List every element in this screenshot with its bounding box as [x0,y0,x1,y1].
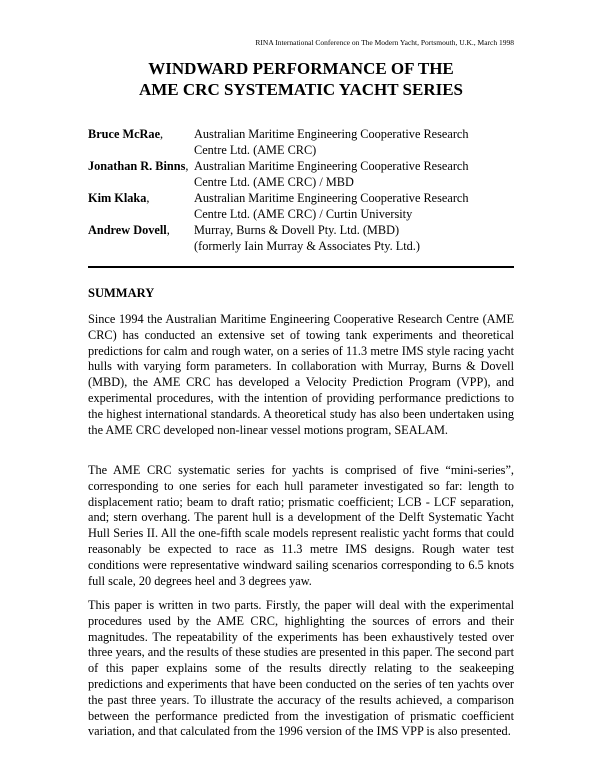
author-row [88,222,518,254]
summary-paragraph-2: The AME CRC systematic series for yachts is comprised of five “mini-series”, corresponding to one series for each hull parameter investigated so far: length to displacement ratio; beam to draft ratio; prismatic coefficient; LCB - LCF separation, and; stern overhang. The parent hull is a development of the Delft Systematic Yacht Hull Series II. All the one-fifth scale models represent realistic yacht forms that could reasonably be expected to race as 11.3 metre IMS designs. Rough water test conditions were representative windward sailing scenarios corresponding to 6.5 knots full scale, 20 degrees heel and 3 degrees yaw. [88,463,514,588]
summary-paragraph-3: This paper is written in two parts. Firstly, the paper will deal with the experimental procedures used by the AME CRC, highlighting the sources of errors and their magnitudes. The repeatability of the experiments has been exhaustively tested over three years, and the results of these studies are presented in this paper. The second part of this paper explains some of the results directly relating to the seakeeping predictions and experiments that have been conducted on the series of ten yachts over the past three years. To illustrate the accuracy of the results achieved, a comparison between the performance predicted from the investigation of prismatic coefficient variation, and that calculated from the 1996 version of the IMS VPP is also presented. [88,598,514,739]
affiliation-line: Australian Maritime Engineering Cooperative Research [194,191,469,205]
author-affiliation [194,158,518,190]
section-divider [88,266,514,268]
author-affiliation [194,190,518,222]
affiliation-line: Australian Maritime Engineering Cooperative Research [194,127,469,141]
author-row [88,126,518,158]
running-header: RINA International Conference on The Modern Yacht, Portsmouth, U.K., March 1998 [255,38,514,47]
author-name: Kim Klaka, [88,191,150,205]
title-line-1: WINDWARD PERFORMANCE OF THE [148,59,454,78]
author-name: Bruce McRae, [88,127,164,141]
summary-paragraph-1: Since 1994 the Australian Maritime Engineering Cooperative Research Centre (AME CRC) has conducted an extensive set of towing tank experiments and theoretical predictions for calm and rough water, on a series of 11.3 metre IMS style racing yacht hulls with varying form parameters. In collaboration with Murray, Burns & Dovell (MBD), the AME CRC has developed a Velocity Prediction Program (VPP), and experimental procedures, with the intention of providing performance predictions to the highest international standards. A theoretical study has also been undertaken using the AME CRC developed non-linear vessel motions program, SEALAM. [88,312,514,437]
affiliation-line: Centre Ltd. (AME CRC) / MBD [194,175,354,189]
author-row [88,190,518,222]
title-line-2: AME CRC SYSTEMATIC YACHT SERIES [138,80,464,99]
affiliation-line: Centre Ltd. (AME CRC) [194,143,317,157]
author-row [88,158,518,190]
author-name: Andrew Dovell, [88,223,170,237]
author-name: Jonathan R. Binns, [88,159,189,173]
summary-heading: SUMMARY [88,286,155,300]
affiliation-line: Centre Ltd. (AME CRC) / Curtin University [194,207,413,221]
affiliation-line: Murray, Burns & Dovell Pty. Ltd. (MBD) [194,223,400,237]
paper-title [88,58,514,100]
affiliation-line: (formerly Iain Murray & Associates Pty. Ltd.) [194,239,420,253]
author-affiliation [194,126,518,158]
affiliation-line: Australian Maritime Engineering Cooperative Research [194,159,469,173]
author-list [88,126,518,254]
author-affiliation [194,222,518,254]
